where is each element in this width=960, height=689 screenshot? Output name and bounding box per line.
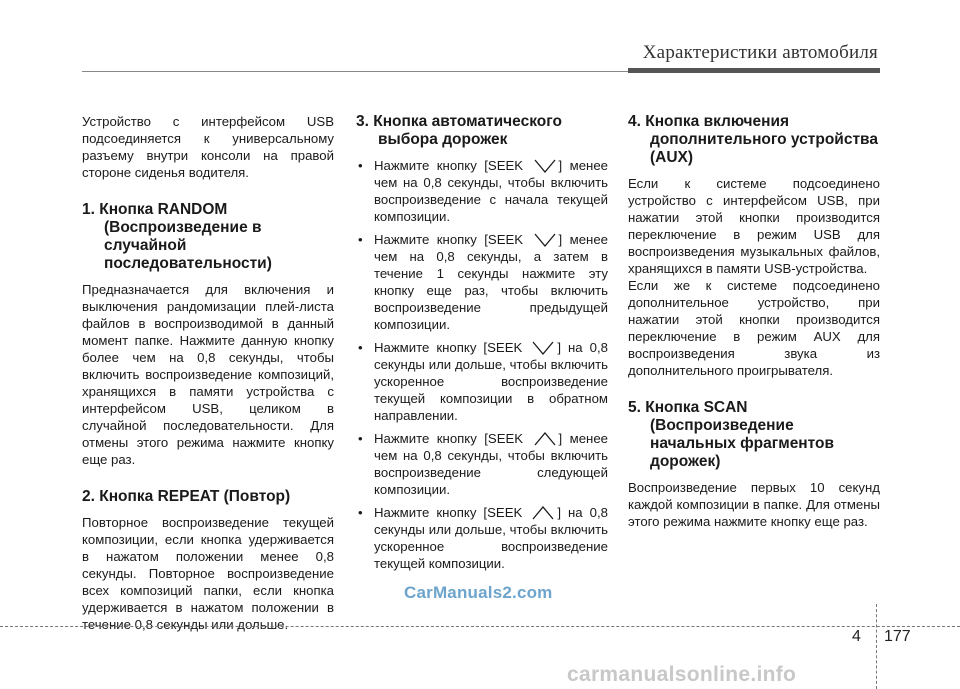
heading-random: 1. Кнопка RANDOM (Воспроизведение в случайной последовательности): [82, 201, 272, 272]
scan-paragraph: Воспроизведение первых 10 секунд каждой композиции в папке. Для отмены этого режима нажмите кнопку еще раз.: [628, 480, 880, 529]
bullet-dot: •: [358, 340, 363, 355]
seek-up-icon: [531, 506, 555, 520]
footer-dashed-rule: [0, 626, 960, 627]
seek-up-icon: [533, 432, 557, 446]
page-number: 177: [884, 628, 911, 645]
bullet-dot: •: [358, 232, 363, 247]
list-item: [356, 231, 608, 333]
bullet-text-after: ] менее чем на 0,8 секунды, чтобы включить воспроизведение с начала текущей композиции.: [374, 158, 609, 224]
aux-paragraph-usb: Если к системе подсоединено устройство с интерфейсом USB, при нажатии этой кнопки производится переключение в режим USB для воспроизведения музыкальных файлов, хранящихся в памяти USB-устройства.: [628, 176, 880, 276]
bullet-text-before: Нажмите кнопку [SEEK: [374, 232, 531, 247]
repeat-paragraph: Повторное воспроизведение текущей композиции, если кнопка удерживается в нажатом положении менее 0,8 секунды. Повторное воспроизведение всех композиций папки, если кнопка удерживается в нажатом положении в течение 0,8 секунды или дольше.: [82, 515, 334, 632]
section-title: Характеристики автомобиля: [642, 42, 878, 63]
chapter-number: 4: [852, 628, 861, 645]
bullet-text-before: Нажмите кнопку [SEEK: [374, 340, 530, 355]
site-watermark: carmanualsonline.info: [567, 663, 797, 686]
heading-aux: 4. Кнопка включения дополнительного устройства (AUX): [628, 113, 878, 166]
bullet-text-before: Нажмите кнопку [SEEK: [374, 158, 531, 173]
header-rule-thin: [82, 71, 628, 72]
seek-down-icon: [533, 159, 557, 173]
random-paragraph: Предназначается для включения и выключения рандомизации плей-листа файлов в воспроизводимой в данный момент папке. Нажмите данную кнопку более чем на 0,8 секунды, чтобы включить воспроизведение композиций, хранящихся в памяти устройства с интерфейсом USB, целиком в случайной последовательности. Для отмены этого режима нажмите кнопку еще раз.: [82, 282, 334, 467]
page-number-separator: [876, 604, 877, 689]
seek-down-icon: [533, 233, 557, 247]
seek-down-icon: [531, 341, 555, 355]
bullet-dot: •: [358, 505, 363, 520]
list-item: [356, 157, 608, 225]
bullet-text-after: ] менее чем на 0,8 секунды, чтобы включить воспроизведение следующей композиции.: [374, 431, 609, 497]
header-rule-thick: [628, 68, 880, 73]
intro-paragraph: Устройство с интерфейсом USB подсоединяется к универсальному разъему внутри консоли на правой стороне сиденья водителя.: [82, 114, 334, 180]
heading-auto-track: 3. Кнопка автоматического выбора дорожек: [356, 113, 562, 148]
aux-paragraph-aux: Если же к системе подсоединено дополнительное устройство, при нажатии этой кнопки производится переключение в режим AUX для воспроизведения звука из дополнительного проигрывателя.: [628, 278, 880, 378]
bullet-dot: •: [358, 158, 363, 173]
heading-scan: 5. Кнопка SCAN (Воспроизведение начальных фрагментов дорожек): [628, 399, 835, 470]
list-item: [356, 430, 608, 498]
column-middle: [356, 113, 608, 578]
bullet-text-before: Нажмите кнопку [SEEK: [374, 431, 531, 446]
column-right: [628, 113, 880, 530]
list-item: [356, 339, 608, 424]
bullet-dot: •: [358, 431, 363, 446]
carmanuals-watermark: CarManuals2.com: [404, 583, 553, 602]
bullet-text-after: ] менее чем на 0,8 секунды, а затем в течение 1 секунды нажмите эту кнопку еще раз, чтобы включить воспроизведение предыдущей композиции.: [374, 232, 609, 332]
list-item: [356, 504, 608, 572]
heading-repeat: 2. Кнопка REPEAT (Повтор): [82, 488, 291, 505]
bullet-text-after: ] на 0,8 секунды или дольше, чтобы включить ускоренное воспроизведение текущей композиции в обратном направлении.: [374, 340, 609, 423]
column-left: [82, 113, 334, 633]
bullet-text-after: ] на 0,8 секунды или дольше, чтобы включить ускоренное воспроизведение текущей композиции.: [374, 505, 609, 571]
bullet-text-before: Нажмите кнопку [SEEK: [374, 505, 530, 520]
seek-bullet-list: [356, 157, 608, 572]
